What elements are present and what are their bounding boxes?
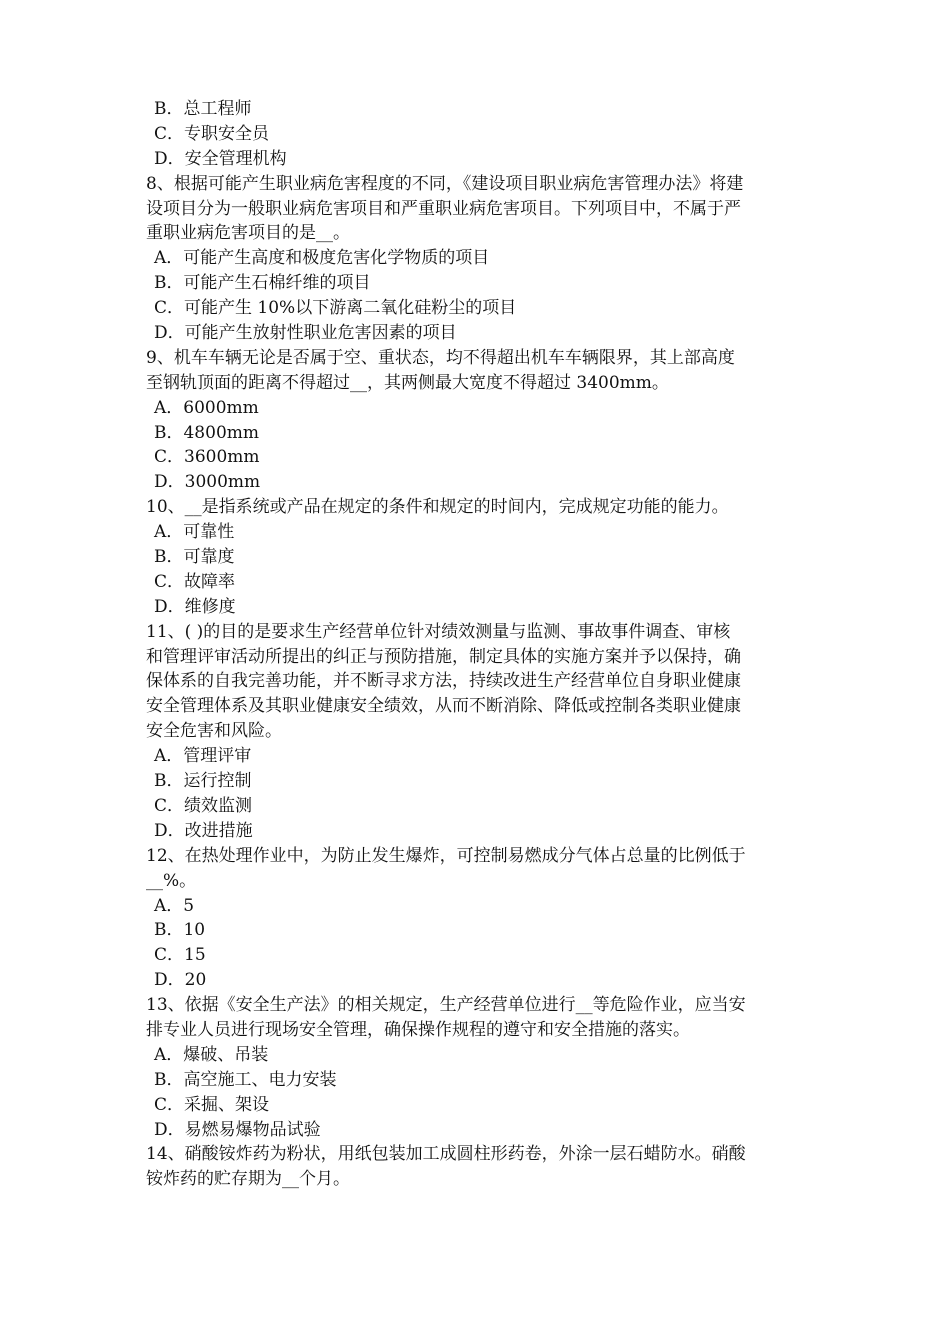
question-text-line: 9、机车车辆无论是否属于空、重状态，均不得超出机车车辆限界，其上部高度 (146, 347, 735, 368)
question-text-line: 10、__是指系统或产品在规定的条件和规定的时间内，完成规定功能的能力。 (146, 497, 729, 518)
question-text-line: 11、( )的目的是要求生产经营单位针对绩效测量与监测、事故事件调查、审核 (146, 621, 731, 642)
question-text-line: 保体系的自我完善功能，并不断寻求方法，持续改进生产经营单位自身职业健康 (146, 671, 741, 692)
answer-option-line: D．易燃易爆物品试验 (154, 1119, 321, 1140)
answer-option-line: D．20 (154, 970, 207, 991)
question-text-line: 12、在热处理作业中，为防止发生爆炸，可控制易燃成分气体占总量的比例低于 (146, 845, 746, 866)
answer-option-line: B．可靠度 (154, 547, 235, 568)
answer-option-line: D．安全管理机构 (154, 148, 287, 169)
answer-option-line: D．改进措施 (154, 820, 253, 841)
answer-option-line: B．4800mm (154, 422, 259, 443)
answer-option-line: A．爆破、吊装 (154, 1044, 269, 1065)
answer-option-line: B．总工程师 (154, 99, 252, 119)
question-text-line: 14、硝酸铵炸药为粉状，用纸包装加工成圆柱形药卷，外涂一层石蜡防水。硝酸 (146, 1144, 746, 1165)
answer-option-line: B．10 (154, 920, 206, 941)
answer-option-line: B．可能产生石棉纤维的项目 (154, 273, 371, 294)
question-text-line: 安全管理体系及其职业健康安全绩效，从而不断消除、降低或控制各类职业健康 (146, 696, 741, 717)
question-text-line: 安全危害和风险。 (146, 721, 282, 742)
answer-option-line: D．3000mm (154, 472, 261, 493)
answer-option-line: A．可能产生高度和极度危害化学物质的项目 (154, 248, 490, 269)
answer-option-line: B．高空施工、电力安装 (154, 1069, 337, 1090)
answer-option-line: A．可靠性 (154, 522, 235, 543)
answer-option-line: C．专职安全员 (154, 123, 270, 144)
question-text-line: 13、依据《安全生产法》的相关规定，生产经营单位进行__等危险作业，应当安 (146, 995, 746, 1016)
question-text-line: 8、根据可能产生职业病危害程度的不同，《建设项目职业病危害管理办法》将建 (146, 173, 744, 194)
answer-option-line: C．15 (154, 945, 206, 966)
question-text-line: 排专业人员进行现场安全管理，确保操作规程的遵守和安全措施的落实。 (146, 1019, 690, 1040)
answer-option-line: A．5 (154, 895, 195, 916)
question-text-line: 设项目分为一般职业病危害项目和严重职业病危害项目。下列项目中，不属于严 (146, 198, 741, 219)
question-text-line: 重职业病危害项目的是__。 (146, 223, 350, 244)
exam-question-text (146, 97, 814, 1192)
answer-option-line: D．维修度 (154, 596, 236, 617)
question-text-line: __%。 (146, 870, 197, 891)
answer-option-line: A．6000mm (154, 397, 259, 418)
question-text-line: 铵炸药的贮存期为__个月。 (146, 1169, 350, 1190)
answer-option-line: C．故障率 (154, 571, 236, 592)
question-text-line: 至钢轨顶面的距离不得超过__，其两侧最大宽度不得超过 3400mm。 (146, 372, 669, 393)
answer-option-line: A．管理评审 (154, 746, 252, 767)
question-text-line: 和管理评审活动所提出的纠正与预防措施，制定具体的实施方案并予以保持，确 (146, 646, 741, 667)
answer-option-line: D．可能产生放射性职业危害因素的项目 (154, 323, 457, 344)
answer-option-line: B．运行控制 (154, 771, 252, 792)
answer-option-line: C．3600mm (154, 447, 260, 468)
answer-option-line: C．可能产生 10%以下游离二氧化硅粉尘的项目 (154, 298, 517, 319)
answer-option-line: C．绩效监测 (154, 795, 253, 816)
answer-option-line: C．采掘、架设 (154, 1094, 270, 1115)
